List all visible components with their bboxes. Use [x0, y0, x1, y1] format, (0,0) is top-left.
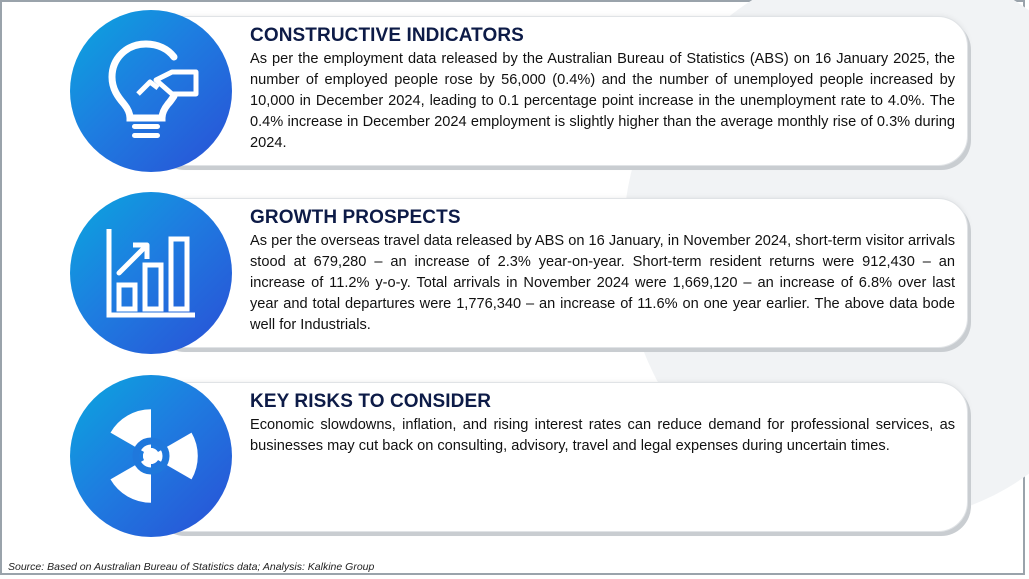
- constructive-indicators-card: [152, 16, 968, 166]
- card-body: [250, 207, 955, 336]
- radiation-hazard-icon-badge: [70, 375, 232, 537]
- section-text: Economic slowdowns, inflation, and rising interest rates can reduce demand for professional services, as businesses may cut back on consulting, advisory, travel and legal expenses during uncertain times.: [250, 417, 955, 454]
- growth-prospects-card: [152, 198, 968, 348]
- lightbulb-icon-badge: [70, 10, 232, 172]
- card-body: [250, 25, 955, 154]
- card-body: [250, 391, 955, 457]
- section-text: As per the employment data released by the Australian Bureau of Statistics (ABS) on 16 January 2025, the number of employed people rose by 56,000 (0.4%) and the number of unemployed people increased by 10,000 in December 2024, leading to 0.1 percentage point increase in the unemployment rate to 4.0%. The 0.4% increase in December 2024 employment is slightly higher than the average monthly rise of 0.3% during 2024.: [250, 51, 955, 151]
- growth-chart-icon-badge: [70, 192, 232, 354]
- section-title: GROWTH PROSPECTS: [250, 207, 461, 228]
- key-risks-card: [152, 382, 968, 532]
- source-note: Source: Based on Australian Bureau of Statistics data; Analysis: Kalkine Group: [8, 561, 375, 573]
- section-title: CONSTRUCTIVE INDICATORS: [250, 25, 524, 46]
- lightbulb-icon: [96, 36, 206, 146]
- section-text: As per the overseas travel data released by ABS on 16 January, in November 2024, short-term visitor arrivals stood at 679,280 – an increase of 2.3% year-on-year. Short-term resident returns were 912,430 – an increase of 11.2% y-o-y. Total arrivals in November 2024 were 1,669,120 – an increase of 6.8% over last year and total departures were 1,776,340 – an increase of 11.6% on one year earlier. The above data bode well for Industrials.: [250, 233, 955, 333]
- growth-chart-icon: [101, 223, 201, 323]
- section-title: KEY RISKS TO CONSIDER: [250, 391, 492, 412]
- radiation-hazard-icon: [101, 406, 201, 506]
